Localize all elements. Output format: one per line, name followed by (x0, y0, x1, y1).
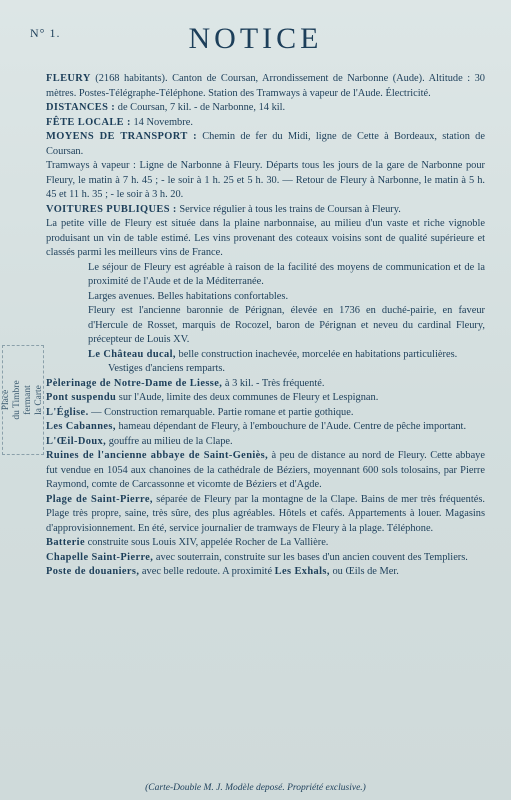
text-cabannes: hameau dépendant de Fleury, à l'embouchure de l'Aude. Centre de pêche important. (115, 421, 467, 432)
text-distances: de Coursan, 7 kil. - de Narbonne, 14 kil. (115, 102, 286, 113)
heading-ruines: Ruines de l'ancienne abbaye de Saint-Geniès, (46, 450, 269, 461)
text-fete: 14 Novembre. (130, 116, 193, 128)
paragraph-moyens (46, 130, 485, 159)
heading-fete: FÊTE LOCALE : (46, 116, 131, 128)
paragraph-distances (46, 101, 485, 116)
paragraph-pont (46, 391, 485, 406)
heading-voitures: VOITURES PUBLIQUES : (46, 203, 177, 215)
text-ruines: à peu de distance au nord de Fleury. Cette abbaye fut vendue en 1054 aux chanoines de la cathédrale de Béziers, moyennant 600 sols tolosains, par Pierre Raymond, comte de Carcassonne et vicomte de Béziers et d'Agde. (46, 450, 485, 490)
heading-distances: DISTANCES : (46, 102, 116, 113)
stamp-line: Place (1, 389, 11, 411)
paragraph-eglise (46, 406, 485, 421)
paragraph-sejour: Le séjour de Fleury est agréable à raison de la facilité des moyens de communication et de la proximité de l'Aude et de la Méditerranée. (88, 261, 485, 287)
text-plage: séparée de Fleury par la montagne de la Clape. Bains de mer très fréquentés. Plage très propre, saine, très sûre, des plus agréables. Hôtels et cafés. Appartements à louer. Magasins d'approvisionnement. En été, service journalier de tramways de Fleury à la plage. Téléphone. (46, 493, 485, 534)
stamp-line: fermant (23, 385, 33, 415)
text-voitures: Service régulier à tous les trains de Coursan à Fleury. (176, 203, 401, 215)
heading-pelerinage: Pèlerinage de Notre-Dame de Liesse, (46, 377, 223, 389)
text-pelerinage: à 3 kil. - Très fréquenté. (222, 377, 325, 389)
paragraph-poste (46, 565, 485, 580)
heading-cabannes: Les Cabannes, (46, 421, 116, 432)
stamp-placeholder (2, 345, 44, 455)
notice-content (46, 72, 485, 580)
paragraph-plage (46, 493, 485, 537)
text-poste: avec belle redoute. A proximité (139, 566, 275, 577)
paragraph-baronnie: Fleury est l'ancienne baronnie de Pérignan, élevée en 1736 en duché-pairie, en faveur d'Hercule de Rosset, marquis de Rocozel, baron de Pérignan et neveu du cardinal Fleury, précepteur de Louis XV. (88, 305, 485, 345)
text-exhals: ou Œils de Mer. (329, 566, 399, 577)
heading-pont: Pont suspendu (46, 392, 117, 403)
stamp-line: la Carte (34, 385, 44, 415)
heading-batterie: Batterie (46, 537, 85, 548)
paragraph-vestiges: Vestiges d'anciens remparts. (108, 363, 226, 374)
footer-copyright: (Carte-Double M. J. Modèle deposé. Propriété exclusive.) (145, 783, 366, 793)
card-number: N° 1. (30, 26, 61, 40)
text-pont: sur l'Aude, limite des deux communes de Fleury et Lespignan. (116, 392, 379, 403)
text-oeil: gouffre au milieu de la Clape. (106, 435, 233, 447)
paragraph-chapelle (46, 551, 485, 566)
paragraph-fete (46, 116, 485, 131)
heading-plage: Plage de Saint-Pierre, (46, 493, 153, 505)
paragraph-oeil (46, 435, 485, 450)
heading-chateau: Le Château ducal, (88, 348, 176, 360)
text-chateau: belle construction inachevée, morcelée en habitations particulières. (175, 348, 458, 360)
paragraph-chateau (88, 348, 485, 363)
text-eglise: — Construction remarquable. Partie romane et partie gothique. (88, 406, 354, 418)
heading-eglise: L'Église. (46, 406, 89, 418)
text-chapelle: avec souterrain, construite sur les bases d'un ancien couvent des Templiers. (153, 551, 468, 563)
paragraph-ruines (46, 449, 485, 493)
heading-poste: Poste de douaniers, (46, 566, 140, 577)
paragraph-cabannes (46, 420, 485, 435)
paragraph-petite-ville: La petite ville de Fleury est située dans la plaine narbonnaise, au milieu d'un vaste et riche vignoble produisant un vin de table estimé. Les vins provenant des coteaux voisins sont de qualité supérieure et classés parmi les meilleurs vins de France. (46, 218, 485, 258)
heading-moyens: MOYENS DE TRANSPORT : (46, 131, 197, 142)
paragraph-batterie (46, 536, 485, 551)
paragraph-voitures (46, 203, 485, 218)
heading-exhals: Les Exhals, (274, 566, 330, 577)
heading-oeil: L'Œil-Doux, (46, 435, 107, 447)
text-batterie: construite sous Louis XIV, appelée Rocher de La Vallière. (84, 537, 329, 548)
heading-chapelle: Chapelle Saint-Pierre, (46, 551, 154, 563)
paragraph-tramways: Tramways à vapeur : Ligne de Narbonne à Fleury. Départs tous les jours de la gare de Narbonne pour Fleury, le matin à 7 h. 45 ; - le soir à 1 h. 25 et 5 h. 30. — Retour de Fleury à Narbonne, le matin à 5 h. 45 et 11 h. 35 ; - le soir à 3 h. 20. (46, 160, 485, 200)
text-moyens: Chemin de fer du Midi, ligne de Cette à Bordeaux, station de Coursan. (46, 131, 485, 157)
stamp-text (1, 380, 45, 419)
paragraph-pelerinage (46, 377, 485, 392)
paragraph-avenues: Larges avenues. Belles habitations confortables. (88, 290, 289, 302)
stamp-line: du Timbre (12, 380, 22, 420)
heading-fleury: FLEURY (46, 73, 91, 84)
page-title: NOTICE (188, 22, 323, 55)
paragraph-fleury (46, 72, 485, 101)
text-fleury: (2168 habitants). Canton de Coursan, Arrondissement de Narbonne (Aude). Altitude : 30 mètres. Postes-Télégraphe-Téléphone. Station des Tramways à vapeur de l'Aude. Électricité. (46, 73, 485, 99)
